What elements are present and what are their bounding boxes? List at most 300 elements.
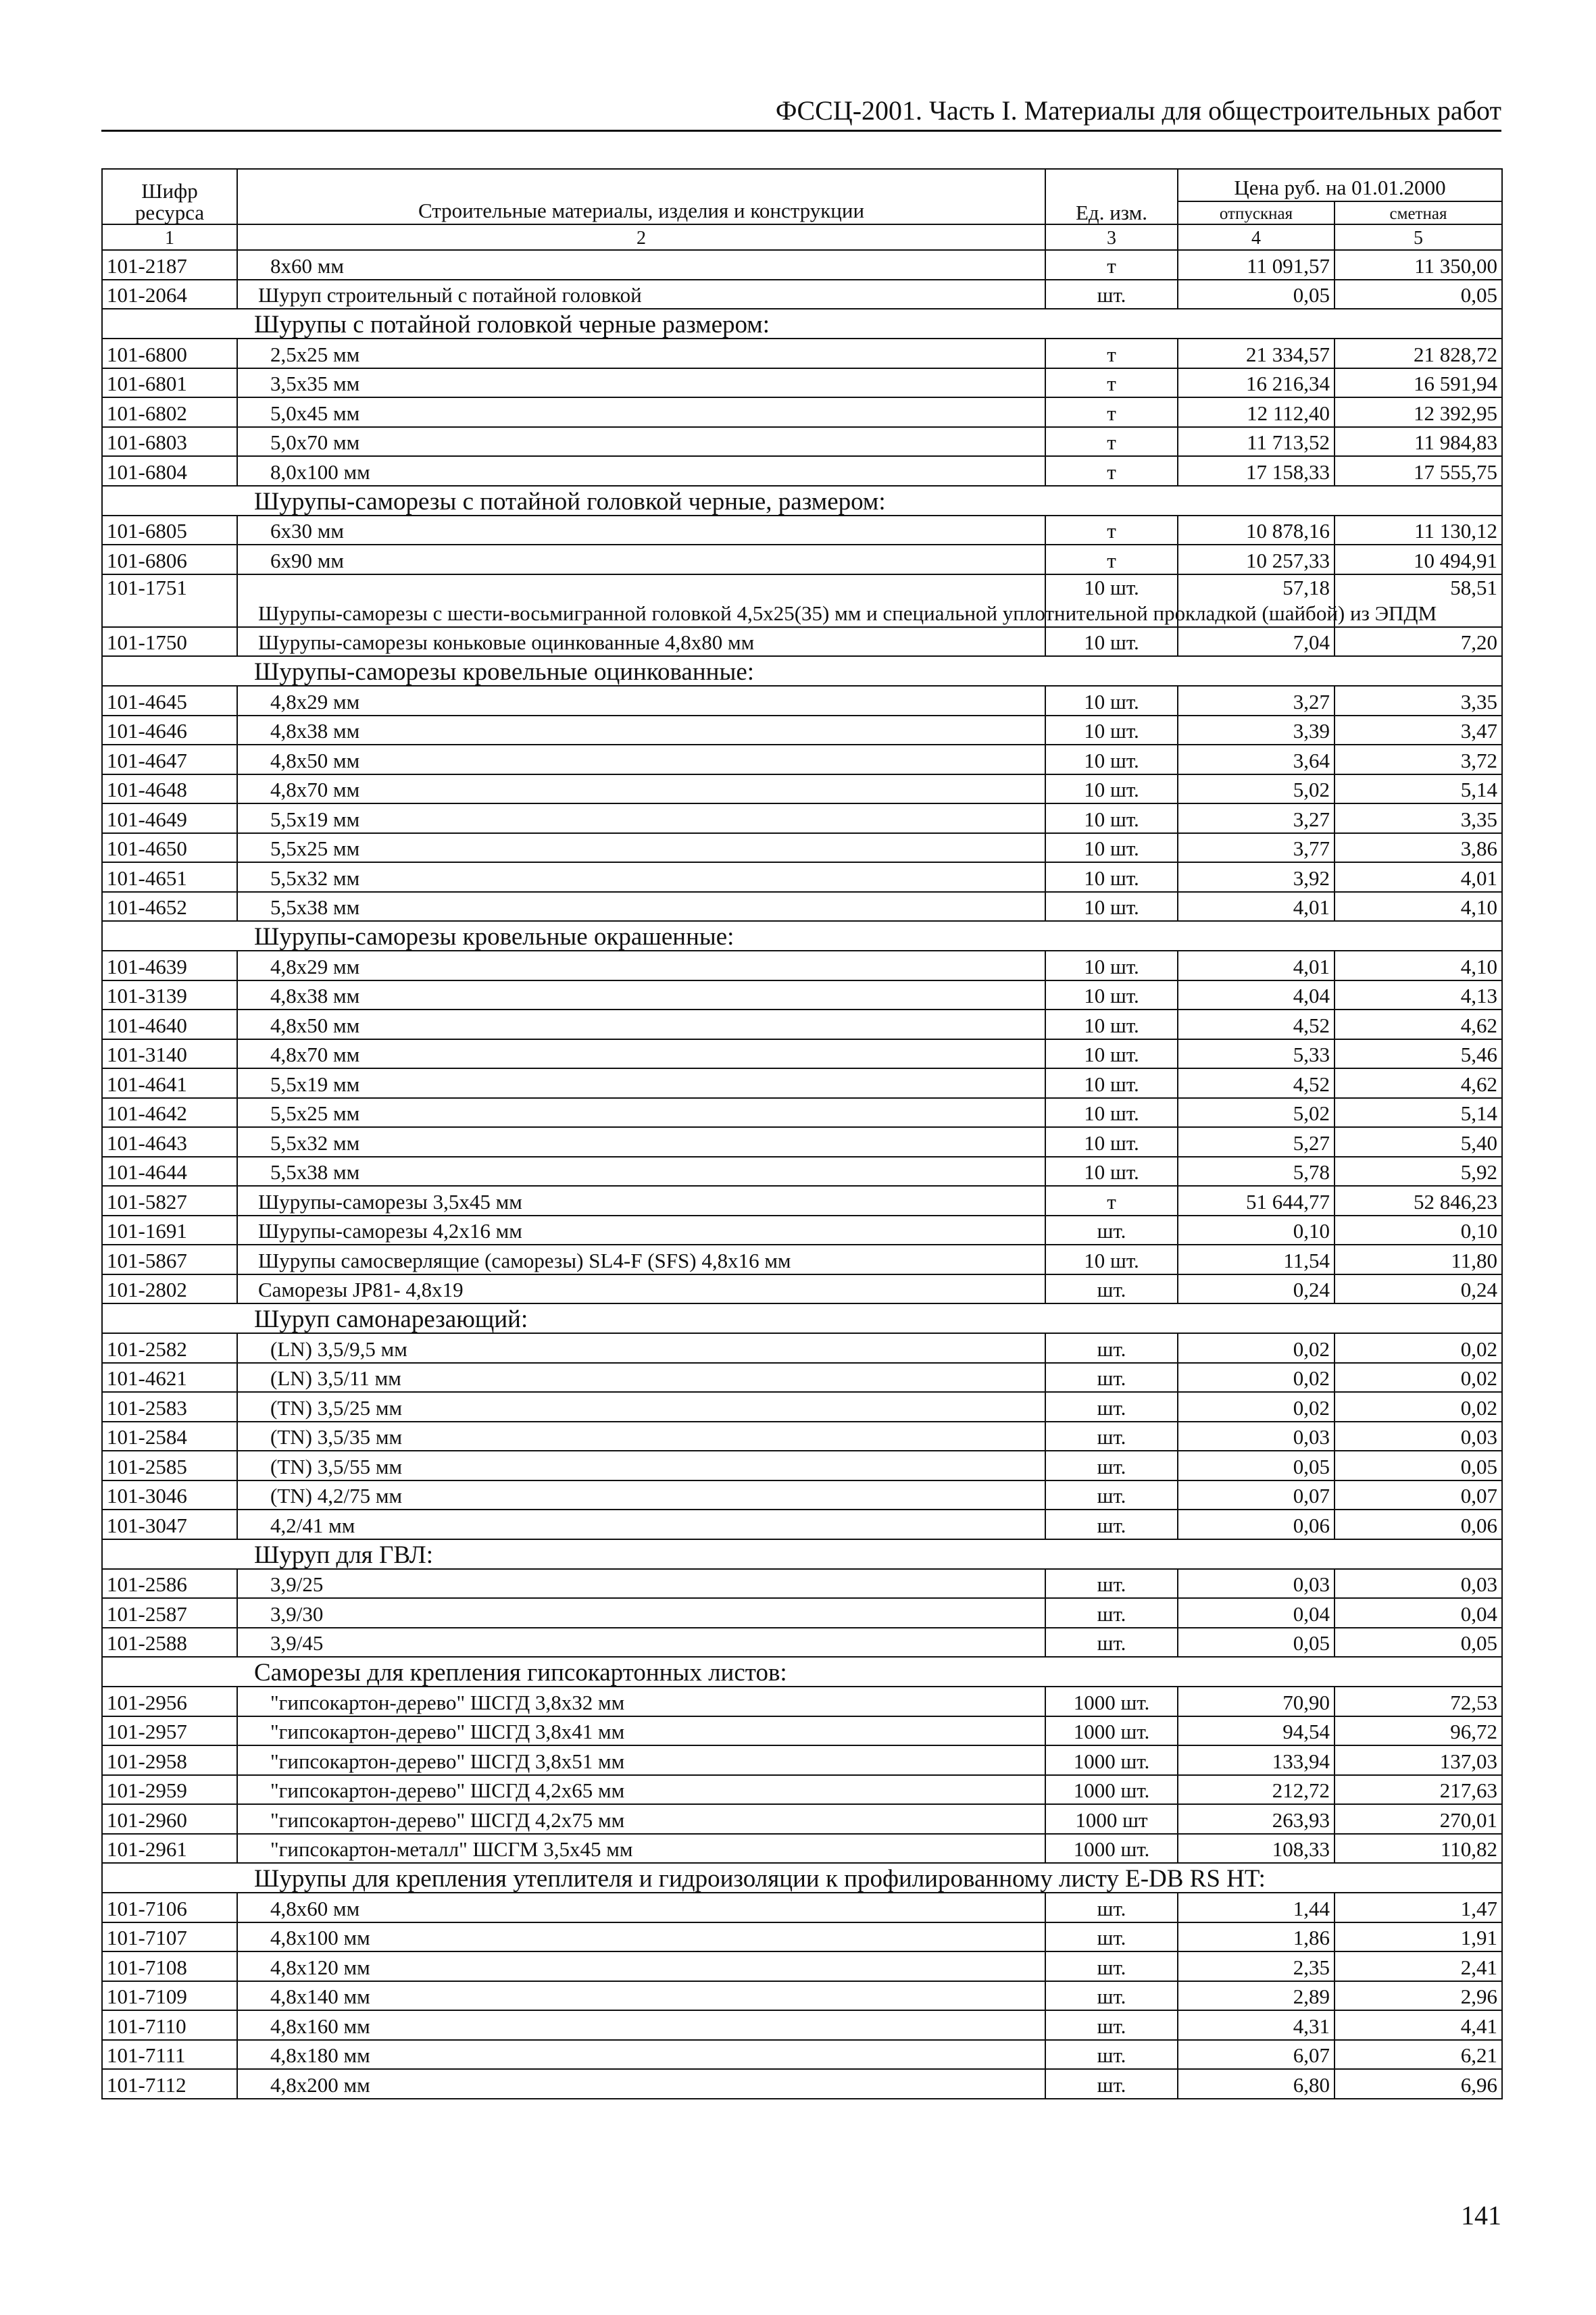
release-price: 11 713,52: [1178, 427, 1335, 457]
estimate-price: 3,35: [1335, 803, 1502, 833]
resource-code: 101-4639: [102, 951, 237, 980]
material-name: "гипсокартон-металл" ШСГМ 3,5х45 мм: [237, 1834, 1045, 1864]
material-name: "гипсокартон-дерево" ШСГД 3,8х51 мм: [237, 1745, 1045, 1775]
material-name: 4,8х38 мм: [237, 716, 1045, 745]
resource-code: 101-6806: [102, 545, 237, 574]
release-price: 4,52: [1178, 1010, 1335, 1039]
resource-code: 101-2959: [102, 1775, 237, 1805]
material-name: 3,9/30: [237, 1598, 1045, 1628]
unit-of-measure: шт.: [1045, 1451, 1178, 1480]
estimate-price: 6,96: [1335, 2069, 1502, 2099]
unit-of-measure: 10 шт.: [1045, 1127, 1178, 1157]
release-price: 3,27: [1178, 686, 1335, 716]
material-name: "гипсокартон-дерево" ШСГД 3,8х41 мм: [237, 1716, 1045, 1746]
release-price: 1,44: [1178, 1893, 1335, 1922]
release-price: 5,33: [1178, 1039, 1335, 1069]
table-row: [102, 1628, 1502, 1658]
resource-code: 101-2802: [102, 1274, 237, 1304]
estimate-price: 0,02: [1335, 1363, 1502, 1393]
table-row: [102, 716, 1502, 745]
unit-of-measure: 10 шт.: [1045, 951, 1178, 980]
col-number-4: 4: [1178, 224, 1335, 250]
estimate-price: 0,03: [1335, 1569, 1502, 1599]
resource-code: 101-7108: [102, 1951, 237, 1981]
estimate-price: 4,62: [1335, 1010, 1502, 1039]
material-name: 5,5х25 мм: [237, 1098, 1045, 1128]
unit-of-measure: шт.: [1045, 1893, 1178, 1922]
resource-code: 101-2583: [102, 1392, 237, 1422]
resource-code: 101-3047: [102, 1510, 237, 1539]
col-number-2: 2: [237, 224, 1045, 250]
release-price: 0,05: [1178, 1451, 1335, 1480]
resource-code: 101-5827: [102, 1186, 237, 1216]
release-price: 4,01: [1178, 892, 1335, 922]
material-name: 5,0х45 мм: [237, 397, 1045, 427]
unit-of-measure: 10 шт.: [1045, 1157, 1178, 1187]
estimate-price: 11 984,83: [1335, 427, 1502, 457]
estimate-price: 0,07: [1335, 1480, 1502, 1510]
table-row: [102, 456, 1502, 486]
material-name: 5,5х32 мм: [237, 1127, 1045, 1157]
material-name: 5,5х19 мм: [237, 1068, 1045, 1098]
table-row: [102, 1804, 1502, 1834]
estimate-price: 0,10: [1335, 1216, 1502, 1245]
estimate-price: 5,40: [1335, 1127, 1502, 1157]
material-name: Шурупы-саморезы с шести-восьмигранной головкой 4,5х25(35) мм и специальной уплотнительной прокладкой (шайбой) из ЭПДМ: [237, 574, 1045, 627]
estimate-price: 3,47: [1335, 716, 1502, 745]
table-row: [102, 280, 1502, 309]
material-name: (TN) 3,5/25 мм: [237, 1392, 1045, 1422]
resource-code: 101-6804: [102, 456, 237, 486]
estimate-price: 3,72: [1335, 745, 1502, 774]
group-heading-row: [102, 656, 1502, 686]
material-name: 4,8х120 мм: [237, 1951, 1045, 1981]
estimate-price: 0,03: [1335, 1422, 1502, 1451]
release-price: 3,27: [1178, 803, 1335, 833]
table-row: [102, 862, 1502, 892]
resource-code: 101-4640: [102, 1010, 237, 1039]
estimate-price: 21 828,72: [1335, 339, 1502, 368]
table-row: [102, 1392, 1502, 1422]
table-row: [102, 833, 1502, 863]
material-name: (LN) 3,5/9,5 мм: [237, 1333, 1045, 1363]
material-name: 4,8х38 мм: [237, 980, 1045, 1010]
release-price: 94,54: [1178, 1716, 1335, 1746]
col-header-release-price: отпускная: [1178, 201, 1335, 224]
estimate-price: 4,41: [1335, 2010, 1502, 2040]
material-name: 4,8х160 мм: [237, 2010, 1045, 2040]
table-row: [102, 1451, 1502, 1480]
table-row: [102, 1127, 1502, 1157]
table-row: [102, 1775, 1502, 1805]
resource-code: 101-7111: [102, 2040, 237, 2070]
material-name: 5,5х38 мм: [237, 1157, 1045, 1187]
resource-code: 101-6801: [102, 368, 237, 398]
unit-of-measure: т: [1045, 1186, 1178, 1216]
release-price: 17 158,33: [1178, 456, 1335, 486]
col-header-name: Строительные материалы, изделия и конструкции: [237, 169, 1045, 224]
resource-code: 101-1691: [102, 1216, 237, 1245]
release-price: 16 216,34: [1178, 368, 1335, 398]
resource-code: 101-2582: [102, 1333, 237, 1363]
estimate-price: 11,80: [1335, 1245, 1502, 1274]
estimate-price: 58,51: [1335, 574, 1502, 627]
table-row: [102, 1893, 1502, 1922]
resource-code: 101-6800: [102, 339, 237, 368]
unit-of-measure: шт.: [1045, 1628, 1178, 1658]
resource-code: 101-2187: [102, 250, 237, 280]
group-heading: Шуруп для ГВЛ:: [102, 1539, 1502, 1569]
material-name: 4,8х50 мм: [237, 745, 1045, 774]
unit-of-measure: шт.: [1045, 2010, 1178, 2040]
estimate-price: 72,53: [1335, 1687, 1502, 1716]
table-row: [102, 368, 1502, 398]
material-name: 3,9/45: [237, 1628, 1045, 1658]
release-price: 133,94: [1178, 1745, 1335, 1775]
estimate-price: 12 392,95: [1335, 397, 1502, 427]
estimate-price: 0,24: [1335, 1274, 1502, 1304]
release-price: 10 257,33: [1178, 545, 1335, 574]
group-heading-row: [102, 1539, 1502, 1569]
unit-of-measure: шт.: [1045, 1922, 1178, 1952]
resource-code: 101-4642: [102, 1098, 237, 1128]
estimate-price: 5,46: [1335, 1039, 1502, 1069]
release-price: 0,02: [1178, 1333, 1335, 1363]
table-row: [102, 1745, 1502, 1775]
unit-of-measure: 10 шт.: [1045, 803, 1178, 833]
resource-code: 101-4644: [102, 1157, 237, 1187]
material-name: 4,8х140 мм: [237, 1981, 1045, 2011]
col-header-code: Шифр ресурса: [102, 169, 237, 224]
table-row: [102, 1186, 1502, 1216]
estimate-price: 3,35: [1335, 686, 1502, 716]
material-name: 2,5х25 мм: [237, 339, 1045, 368]
table-row: [102, 1274, 1502, 1304]
unit-of-measure: т: [1045, 516, 1178, 545]
table-row: [102, 1098, 1502, 1128]
material-name: 4,2/41 мм: [237, 1510, 1045, 1539]
release-price: 70,90: [1178, 1687, 1335, 1716]
estimate-price: 217,63: [1335, 1775, 1502, 1805]
estimate-price: 4,10: [1335, 892, 1502, 922]
resource-code: 101-7107: [102, 1922, 237, 1952]
resource-code: 101-6803: [102, 427, 237, 457]
unit-of-measure: 10 шт.: [1045, 1068, 1178, 1098]
material-name: 3,5х35 мм: [237, 368, 1045, 398]
unit-of-measure: шт.: [1045, 280, 1178, 309]
unit-of-measure: шт.: [1045, 1981, 1178, 2011]
unit-of-measure: 10 шт.: [1045, 892, 1178, 922]
release-price: 0,10: [1178, 1216, 1335, 1245]
unit-of-measure: 10 шт.: [1045, 980, 1178, 1010]
table-row: [102, 1039, 1502, 1069]
resource-code: 101-4650: [102, 833, 237, 863]
material-name: 4,8х29 мм: [237, 951, 1045, 980]
release-price: 5,02: [1178, 774, 1335, 804]
table-row: [102, 1569, 1502, 1599]
table-head: [102, 169, 1502, 250]
table-row: [102, 1951, 1502, 1981]
unit-of-measure: т: [1045, 368, 1178, 398]
release-price: 3,92: [1178, 862, 1335, 892]
unit-of-measure: 10 шт.: [1045, 574, 1178, 627]
material-name: Шуруп строительный с потайной головкой: [237, 280, 1045, 309]
estimate-price: 1,91: [1335, 1922, 1502, 1952]
material-name: 4,8х60 мм: [237, 1893, 1045, 1922]
group-heading-row: [102, 1863, 1502, 1893]
unit-of-measure: 10 шт.: [1045, 1010, 1178, 1039]
estimate-price: 0,05: [1335, 1451, 1502, 1480]
estimate-price: 6,21: [1335, 2040, 1502, 2070]
unit-of-measure: шт.: [1045, 1216, 1178, 1245]
table-row: [102, 545, 1502, 574]
table-row: [102, 2069, 1502, 2099]
resource-code: 101-2585: [102, 1451, 237, 1480]
table-row: [102, 397, 1502, 427]
release-price: 11 091,57: [1178, 250, 1335, 280]
table-row: [102, 1981, 1502, 2011]
material-name: 5,5х38 мм: [237, 892, 1045, 922]
resource-code: 101-7112: [102, 2069, 237, 2099]
group-heading: Шурупы с потайной головкой черные размером:: [102, 309, 1502, 339]
estimate-price: 7,20: [1335, 627, 1502, 657]
unit-of-measure: шт.: [1045, 1274, 1178, 1304]
resource-code: 101-2957: [102, 1716, 237, 1746]
resource-code: 101-1750: [102, 627, 237, 657]
release-price: 11,54: [1178, 1245, 1335, 1274]
unit-of-measure: т: [1045, 339, 1178, 368]
release-price: 0,06: [1178, 1510, 1335, 1539]
table-row: [102, 803, 1502, 833]
table-row: [102, 980, 1502, 1010]
material-name: 4,8х180 мм: [237, 2040, 1045, 2070]
material-name: 4,8х70 мм: [237, 1039, 1045, 1069]
release-price: 0,02: [1178, 1363, 1335, 1393]
table-row: [102, 2040, 1502, 2070]
estimate-price: 4,01: [1335, 862, 1502, 892]
estimate-price: 52 846,23: [1335, 1186, 1502, 1216]
unit-of-measure: шт.: [1045, 1333, 1178, 1363]
resource-code: 101-4647: [102, 745, 237, 774]
table-row: [102, 1922, 1502, 1952]
page-header: [101, 95, 1501, 132]
table-row: [102, 250, 1502, 280]
material-name: 5,0х70 мм: [237, 427, 1045, 457]
table-row: [102, 1598, 1502, 1628]
release-price: 4,01: [1178, 951, 1335, 980]
unit-of-measure: 10 шт.: [1045, 1098, 1178, 1128]
estimate-price: 2,41: [1335, 1951, 1502, 1981]
table-row: [102, 516, 1502, 545]
release-price: 3,39: [1178, 716, 1335, 745]
release-price: 12 112,40: [1178, 397, 1335, 427]
resource-code: 101-4645: [102, 686, 237, 716]
table-row: [102, 2010, 1502, 2040]
resource-code: 101-4646: [102, 716, 237, 745]
release-price: 0,05: [1178, 1628, 1335, 1658]
material-name: (TN) 3,5/55 мм: [237, 1451, 1045, 1480]
resource-code: 101-4652: [102, 892, 237, 922]
group-heading: Шурупы-саморезы кровельные оцинкованные:: [102, 656, 1502, 686]
col-number-3: 3: [1045, 224, 1178, 250]
unit-of-measure: 10 шт.: [1045, 627, 1178, 657]
release-price: 2,89: [1178, 1981, 1335, 2011]
group-heading-row: [102, 309, 1502, 339]
release-price: 3,64: [1178, 745, 1335, 774]
release-price: 4,04: [1178, 980, 1335, 1010]
group-heading-row: [102, 1657, 1502, 1687]
page-number: 141: [1461, 2200, 1501, 2231]
estimate-price: 96,72: [1335, 1716, 1502, 1746]
material-name: 4,8х29 мм: [237, 686, 1045, 716]
table-row: [102, 774, 1502, 804]
col-header-estimate-price: сметная: [1335, 201, 1502, 224]
release-price: 57,18: [1178, 574, 1335, 627]
resource-code: 101-2587: [102, 1598, 237, 1628]
unit-of-measure: 10 шт.: [1045, 862, 1178, 892]
unit-of-measure: шт.: [1045, 2069, 1178, 2099]
unit-of-measure: 1000 шт.: [1045, 1775, 1178, 1805]
estimate-price: 110,82: [1335, 1834, 1502, 1864]
unit-of-measure: шт.: [1045, 1480, 1178, 1510]
release-price: 263,93: [1178, 1804, 1335, 1834]
col-header-unit: Ед. изм.: [1045, 169, 1178, 224]
table-row: [102, 1422, 1502, 1451]
unit-of-measure: 1000 шт.: [1045, 1834, 1178, 1864]
estimate-price: 5,14: [1335, 774, 1502, 804]
table-row: [102, 1216, 1502, 1245]
material-name: 3,9/25: [237, 1569, 1045, 1599]
group-heading: Саморезы для крепления гипсокартонных листов:: [102, 1657, 1502, 1687]
table-row: [102, 1834, 1502, 1864]
material-name: 6х90 мм: [237, 545, 1045, 574]
material-name: Шурупы самосверлящие (саморезы) SL4-F (SFS) 4,8х16 мм: [237, 1245, 1045, 1274]
release-price: 5,02: [1178, 1098, 1335, 1128]
table-row: [102, 1716, 1502, 1746]
material-name: "гипсокартон-дерево" ШСГД 3,8х32 мм: [237, 1687, 1045, 1716]
table-row: [102, 1245, 1502, 1274]
release-price: 6,07: [1178, 2040, 1335, 2070]
release-price: 7,04: [1178, 627, 1335, 657]
unit-of-measure: т: [1045, 397, 1178, 427]
unit-of-measure: 1000 шт.: [1045, 1745, 1178, 1775]
release-price: 0,03: [1178, 1422, 1335, 1451]
material-name: 8,0х100 мм: [237, 456, 1045, 486]
resource-code: 101-4621: [102, 1363, 237, 1393]
material-name: "гипсокартон-дерево" ШСГД 4,2х75 мм: [237, 1804, 1045, 1834]
table-row: [102, 686, 1502, 716]
release-price: 212,72: [1178, 1775, 1335, 1805]
estimate-price: 1,47: [1335, 1893, 1502, 1922]
unit-of-measure: шт.: [1045, 1569, 1178, 1599]
release-price: 3,77: [1178, 833, 1335, 863]
unit-of-measure: шт.: [1045, 1598, 1178, 1628]
group-heading-row: [102, 486, 1502, 516]
resource-code: 101-6802: [102, 397, 237, 427]
resource-code: 101-7109: [102, 1981, 237, 2011]
resource-code: 101-2586: [102, 1569, 237, 1599]
material-name: 5,5х25 мм: [237, 833, 1045, 863]
unit-of-measure: шт.: [1045, 1951, 1178, 1981]
release-price: 0,24: [1178, 1274, 1335, 1304]
unit-of-measure: 10 шт.: [1045, 774, 1178, 804]
unit-of-measure: шт.: [1045, 1510, 1178, 1539]
resource-code: 101-1751: [102, 574, 237, 627]
material-name: (LN) 3,5/11 мм: [237, 1363, 1045, 1393]
estimate-price: 17 555,75: [1335, 456, 1502, 486]
table-row: [102, 1687, 1502, 1716]
estimate-price: 4,10: [1335, 951, 1502, 980]
estimate-price: 2,96: [1335, 1981, 1502, 2011]
material-name: 4,8х200 мм: [237, 2069, 1045, 2099]
material-name: Шурупы-саморезы коньковые оцинкованные 4,8х80 мм: [237, 627, 1045, 657]
material-name: (TN) 4,2/75 мм: [237, 1480, 1045, 1510]
estimate-price: 0,05: [1335, 280, 1502, 309]
release-price: 5,27: [1178, 1127, 1335, 1157]
unit-of-measure: 10 шт.: [1045, 833, 1178, 863]
table-row: [102, 339, 1502, 368]
material-name: 4,8х100 мм: [237, 1922, 1045, 1952]
col-header-price: Цена руб. на 01.01.2000: [1178, 169, 1502, 201]
group-heading: Шурупы для крепления утеплителя и гидроизоляции к профилированному листу E-DB RS HT:: [102, 1863, 1502, 1893]
resource-code: 101-2961: [102, 1834, 237, 1864]
estimate-price: 270,01: [1335, 1804, 1502, 1834]
unit-of-measure: 1000 шт.: [1045, 1716, 1178, 1746]
estimate-price: 3,86: [1335, 833, 1502, 863]
unit-of-measure: шт.: [1045, 1422, 1178, 1451]
unit-of-measure: 10 шт.: [1045, 1245, 1178, 1274]
material-name: 5,5х19 мм: [237, 803, 1045, 833]
material-name: (TN) 3,5/35 мм: [237, 1422, 1045, 1451]
release-price: 6,80: [1178, 2069, 1335, 2099]
estimate-price: 10 494,91: [1335, 545, 1502, 574]
material-name: 8х60 мм: [237, 250, 1045, 280]
estimate-price: 0,06: [1335, 1510, 1502, 1539]
release-price: 10 878,16: [1178, 516, 1335, 545]
estimate-price: 11 130,12: [1335, 516, 1502, 545]
resource-code: 101-4648: [102, 774, 237, 804]
group-heading: Шуруп самонарезающий:: [102, 1303, 1502, 1333]
resource-code: 101-4651: [102, 862, 237, 892]
resource-code: 101-2958: [102, 1745, 237, 1775]
resource-code: 101-4641: [102, 1068, 237, 1098]
resource-code: 101-4649: [102, 803, 237, 833]
material-name: 4,8х50 мм: [237, 1010, 1045, 1039]
resource-code: 101-2956: [102, 1687, 237, 1716]
release-price: 1,86: [1178, 1922, 1335, 1952]
unit-of-measure: 10 шт.: [1045, 716, 1178, 745]
estimate-price: 5,92: [1335, 1157, 1502, 1187]
group-heading: Шурупы-саморезы кровельные окрашенные:: [102, 921, 1502, 951]
resource-code: 101-3139: [102, 980, 237, 1010]
release-price: 21 334,57: [1178, 339, 1335, 368]
table-row: [102, 1333, 1502, 1363]
group-heading-row: [102, 1303, 1502, 1333]
material-name: Шурупы-саморезы 3,5х45 мм: [237, 1186, 1045, 1216]
resource-code: 101-7106: [102, 1893, 237, 1922]
release-price: 4,31: [1178, 2010, 1335, 2040]
unit-of-measure: 1000 шт.: [1045, 1687, 1178, 1716]
resource-code: 101-5867: [102, 1245, 237, 1274]
table-row: [102, 1068, 1502, 1098]
unit-of-measure: 10 шт.: [1045, 1039, 1178, 1069]
table-row: [102, 627, 1502, 657]
unit-of-measure: шт.: [1045, 2040, 1178, 2070]
unit-of-measure: т: [1045, 456, 1178, 486]
unit-of-measure: т: [1045, 250, 1178, 280]
estimate-price: 16 591,94: [1335, 368, 1502, 398]
group-heading: Шурупы-саморезы с потайной головкой черные, размером:: [102, 486, 1502, 516]
